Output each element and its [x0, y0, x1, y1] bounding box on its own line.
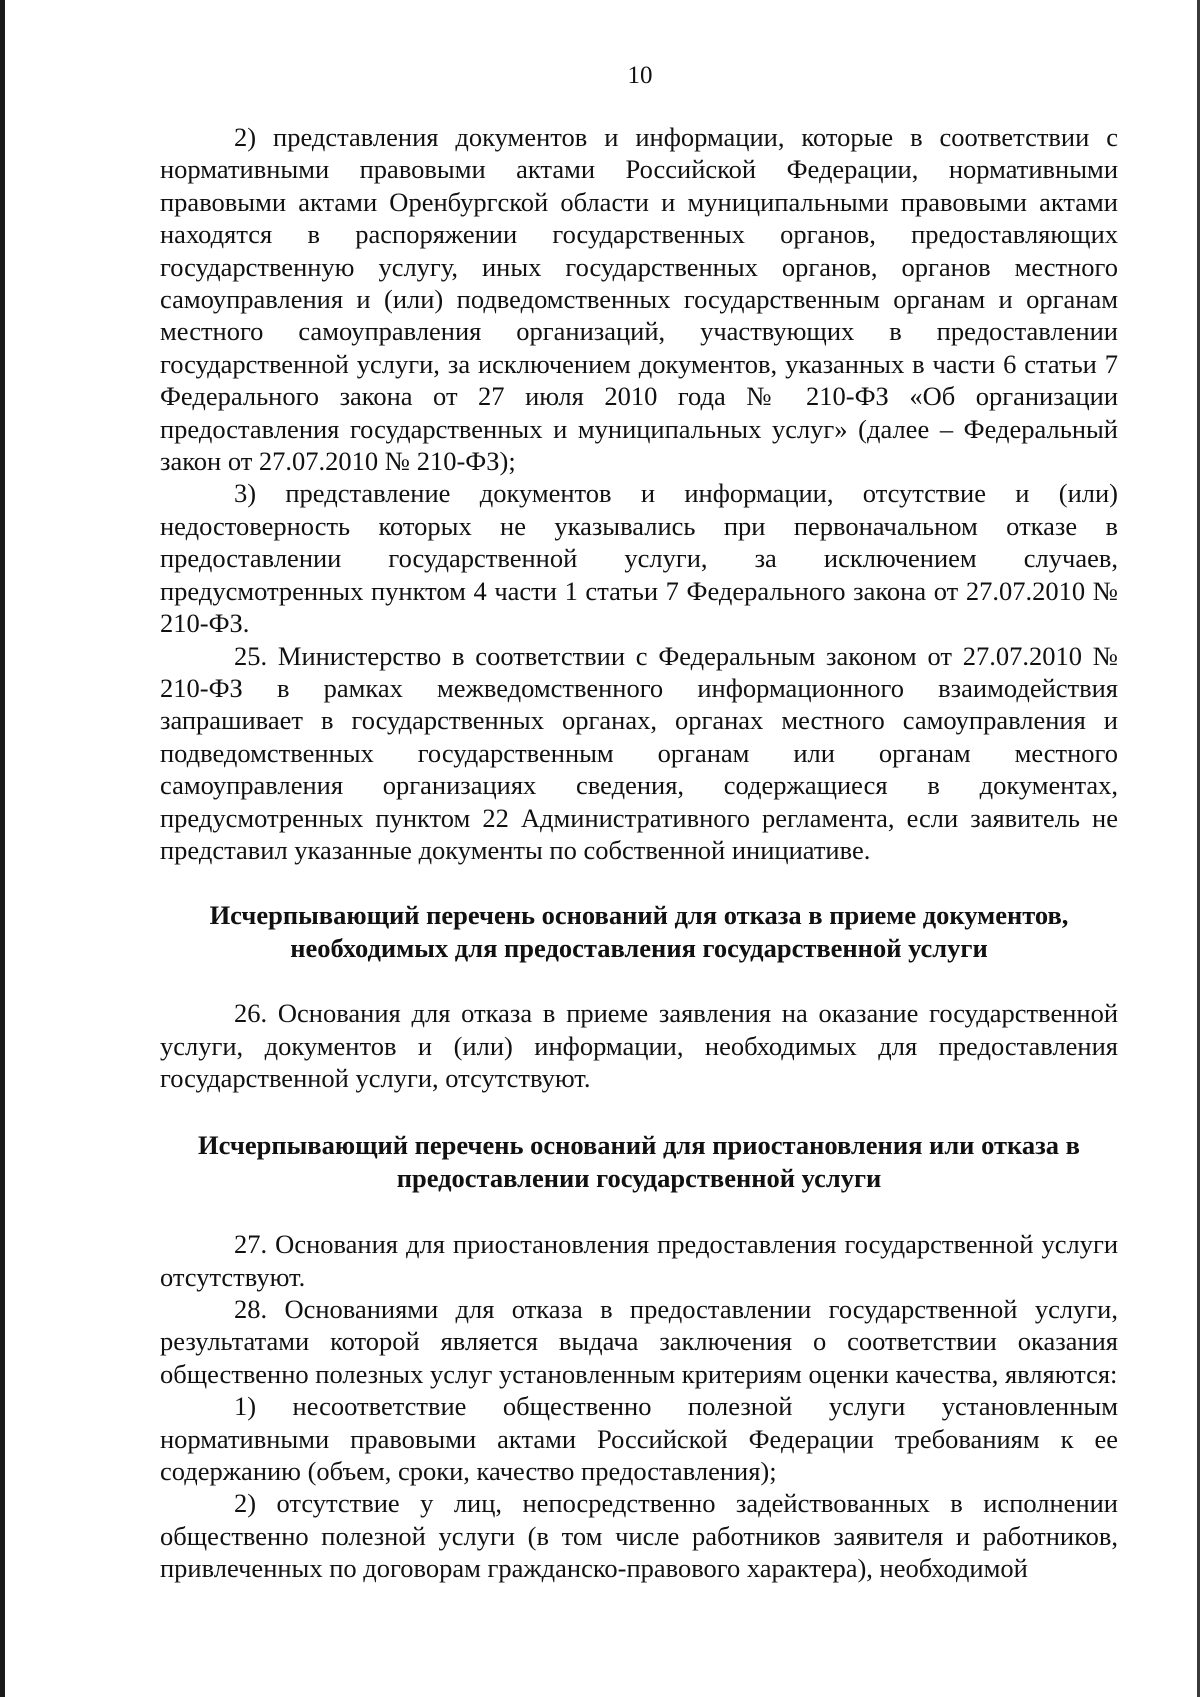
section-heading-line: предоставлении государственной услуги [396, 1162, 882, 1193]
paragraph-27: 27. Основания для приостановления предоставления государственной услуги отсутствуют. [160, 1229, 1118, 1292]
paragraph-26: 26. Основания для отказа в приеме заявления на оказание государственной услуги, документов и (или) информации, необходимых для предоставления государственной услуги, отсутствуют. [160, 998, 1118, 1093]
section-heading-line: необходимых для предоставления государственной услуги [290, 932, 988, 963]
paragraph-28: 28. Основаниями для отказа в предоставлении государственной услуги, результатами которой является выдача заключения о соответствии оказания общественно полезных услуг установленным критериям оценки качества, являются: [160, 1294, 1118, 1389]
paragraph-item-2-documents: 2) представления документов и информации, которые в соответствии с нормативными правовыми актами Российской Федерации, нормативными правовыми актами Оренбургской области и муниципальными правовыми актами находятся в распоряжении государственных органов, предоставляющих государственную услугу, иных государственных органов, органов местного самоуправления и (или) подведомственных государственным органам и органам местного самоуправления организаций, участвующих в предоставлении государственной услуги, за исключением документов, указанных в части 6 статьи 7 Федерального закона от 27 июля 2010 года № 210-ФЗ «Об организации предоставления государственных и муниципальных услуг» (далее – Федеральный закон от 27.07.2010 № 210-ФЗ); [160, 122, 1118, 477]
paragraph-25: 25. Министерство в соответствии с Федеральным законом от 27.07.2010 № 210-ФЗ в рамках межведомственного информационного взаимодействия запрашивает в государственных органах, органах местного самоуправления и подведомственных государственным органам или органам местного самоуправления организациях сведения, содержащиеся в документах, предусмотренных пунктом 22 Административного регламента, если заявитель не представил указанные документы по собственной инициативе. [160, 640, 1118, 865]
paragraph-28-item-2: 2) отсутствие у лиц, непосредственно задействованных в исполнении общественно полезной услуги (в том числе работников заявителя и работников, привлеченных по договорам гражданско-правового характера), необходимой [160, 1488, 1118, 1584]
document-body [160, 121, 1118, 1585]
section-heading-suspension-refusal [160, 1129, 1118, 1194]
page-number: 10 [627, 62, 653, 89]
section-heading-line: Исчерпывающий перечень оснований для приостановления или отказа в [198, 1130, 1080, 1161]
scan-edge-left [0, 0, 5, 1697]
paragraph-28-item-1: 1) несоответствие общественно полезной услуги установленным нормативными правовыми актами Российской Федерации требованиям к ее содержанию (объем, сроки, качество предоставления); [160, 1391, 1118, 1487]
section-heading-line: Исчерпывающий перечень оснований для отказа в приеме документов, [209, 900, 1069, 931]
paragraph-item-3-documents: 3) представление документов и информации, отсутствие и (или) недостоверность которых не указывались при первоначальном отказе в предоставлении государственной услуги, за исключением случаев, предусмотренных пунктом 4 части 1 статьи 7 Федерального закона от 27.07.2010 № 210-ФЗ. [160, 478, 1118, 639]
section-heading-refusal-acceptance [160, 899, 1118, 964]
